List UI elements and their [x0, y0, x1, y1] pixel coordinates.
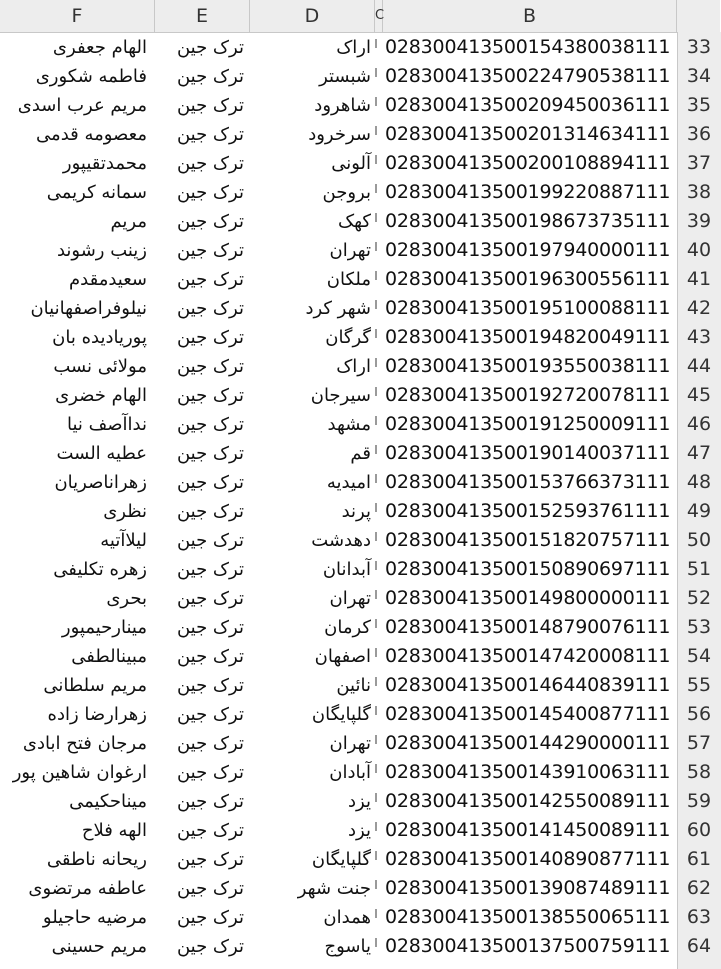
text-number-indicator	[375, 271, 377, 280]
cell-code[interactable]: 028300413500149800000111	[385, 587, 671, 609]
table-row	[0, 613, 720, 642]
row-number[interactable]: 60	[677, 816, 720, 845]
row-number[interactable]: 63	[677, 903, 720, 932]
cell-name[interactable]: پوریادیده بان	[52, 327, 147, 348]
text-number-indicator	[375, 880, 377, 889]
text-number-indicator	[375, 764, 377, 773]
row-number[interactable]: 42	[677, 294, 720, 323]
cell-code[interactable]: 028300413500144290000111	[385, 732, 671, 754]
table-row	[0, 207, 720, 236]
cell-code[interactable]: 028300413500197940000111	[385, 239, 671, 261]
row-number[interactable]: 62	[677, 874, 720, 903]
cell-code[interactable]: 028300413500142550089111	[385, 790, 671, 812]
row-number[interactable]: 38	[677, 178, 720, 207]
text-number-indicator	[375, 793, 377, 802]
cell-city[interactable]: شهر کرد	[305, 298, 371, 319]
cell-product[interactable]: ترک جین	[176, 588, 244, 609]
row-number[interactable]: 54	[677, 642, 720, 671]
text-number-indicator	[375, 590, 377, 599]
text-number-indicator	[375, 909, 377, 918]
cell-code[interactable]: 028300413500193550038111	[385, 355, 671, 377]
cell-code[interactable]: 028300413500201314634111	[385, 123, 671, 145]
table-row	[0, 700, 720, 729]
cell-code[interactable]: 028300413500141450089111	[385, 819, 671, 841]
cell-city[interactable]: گلپایگان	[311, 849, 371, 870]
cell-product[interactable]: ترک جین	[176, 356, 244, 377]
cell-code[interactable]: 028300413500140890877111	[385, 848, 671, 870]
select-all-corner[interactable]	[677, 0, 720, 32]
table-row	[0, 120, 720, 149]
cell-name[interactable]: مولائی نسب	[53, 356, 147, 377]
cell-city[interactable]: دهدشت	[311, 530, 371, 551]
table-row	[0, 468, 720, 497]
row-number[interactable]: 53	[677, 613, 720, 642]
cell-product[interactable]: ترک جین	[176, 617, 244, 638]
cell-product[interactable]: ترک جین	[176, 762, 244, 783]
cell-product[interactable]: ترک جین	[176, 95, 244, 116]
cell-product[interactable]: ترک جین	[176, 907, 244, 928]
table-row	[0, 62, 720, 91]
cell-code[interactable]: 028300413500137500759111	[385, 935, 671, 957]
cell-city[interactable]: اراک	[336, 37, 371, 58]
cell-product[interactable]: ترک جین	[176, 733, 244, 754]
row-number[interactable]: 36	[677, 120, 720, 149]
row-number[interactable]: 48	[677, 468, 720, 497]
column-header-d[interactable]: D	[250, 0, 375, 32]
row-number[interactable]: 58	[677, 758, 720, 787]
cell-code[interactable]: 028300413500143910063111	[385, 761, 671, 783]
cell-city[interactable]: اراک	[336, 356, 371, 377]
cell-product[interactable]: ترک جین	[176, 298, 244, 319]
text-number-indicator	[375, 851, 377, 860]
cell-name[interactable]: مرجان فتح ابادی	[22, 733, 147, 754]
cell-name[interactable]: مریم سلطانی	[43, 675, 147, 696]
cell-name[interactable]: نیلوفراصفهانیان	[30, 298, 147, 319]
cell-name[interactable]: زهره تکلیفی	[53, 559, 147, 580]
cell-city[interactable]: تهران	[329, 733, 371, 754]
cell-code[interactable]: 028300413500139087489111	[385, 877, 671, 899]
text-number-indicator	[375, 822, 377, 831]
cell-name[interactable]: زهرارضا زاده	[47, 704, 147, 725]
table-row	[0, 265, 720, 294]
table-row	[0, 642, 720, 671]
cell-city[interactable]: همدان	[323, 907, 371, 928]
cell-product[interactable]: ترک جین	[176, 153, 244, 174]
table-row	[0, 236, 720, 265]
cell-product[interactable]: ترک جین	[176, 327, 244, 348]
table-row	[0, 352, 720, 381]
cell-code[interactable]: 028300413500145400877111	[385, 703, 671, 725]
text-number-indicator	[375, 735, 377, 744]
cell-product[interactable]: ترک جین	[176, 878, 244, 899]
cell-city[interactable]: شاهرود	[314, 95, 371, 116]
row-number[interactable]: 47	[677, 439, 720, 468]
cell-city[interactable]: قم	[350, 443, 371, 464]
cell-city[interactable]: بروجن	[322, 182, 371, 203]
row-number[interactable]: 34	[677, 62, 720, 91]
column-header-bar	[0, 0, 720, 33]
cell-name[interactable]: عاطفه مرتضوی	[28, 878, 147, 899]
table-row	[0, 816, 720, 845]
cell-name[interactable]: بحری	[106, 588, 147, 609]
cell-name[interactable]: مریم حسینی	[51, 936, 147, 957]
cell-product[interactable]: ترک جین	[176, 66, 244, 87]
text-number-indicator	[375, 155, 377, 164]
row-number[interactable]: 35	[677, 91, 720, 120]
cell-product[interactable]: ترک جین	[176, 124, 244, 145]
cell-name[interactable]: نداآصف نیا	[66, 414, 147, 435]
cell-product[interactable]: ترک جین	[176, 936, 244, 957]
cell-name[interactable]: مینارحیمپور	[61, 617, 147, 638]
cell-city[interactable]: سیرجان	[310, 385, 371, 406]
cell-city[interactable]: یزد	[348, 791, 371, 812]
cell-code[interactable]: 028300413500194820049111	[385, 326, 671, 348]
cell-code[interactable]: 028300413500138550065111	[385, 906, 671, 928]
cell-name[interactable]: سعیدمقدم	[69, 269, 147, 290]
cell-product[interactable]: ترک جین	[176, 849, 244, 870]
cell-code[interactable]: 028300413500190140037111	[385, 442, 671, 464]
cell-city[interactable]: سرخرود	[308, 124, 371, 145]
cell-name[interactable]: مریم عرب اسدی	[17, 95, 147, 116]
cell-code[interactable]: 028300413500192720078111	[385, 384, 671, 406]
cell-city[interactable]: کرمان	[324, 617, 371, 638]
row-number[interactable]: 46	[677, 410, 720, 439]
text-number-indicator	[375, 474, 377, 483]
cell-code[interactable]: 028300413500199220887111	[385, 181, 671, 203]
cell-product[interactable]: ترک جین	[176, 472, 244, 493]
table-row	[0, 91, 720, 120]
cell-city[interactable]: آبدانان	[322, 559, 371, 580]
cell-code[interactable]: 028300413500151820757111	[385, 529, 671, 551]
cell-product[interactable]: ترک جین	[176, 443, 244, 464]
cell-city[interactable]: گلپایگان	[311, 704, 371, 725]
cell-city[interactable]: پرند	[341, 501, 371, 522]
column-header-f[interactable]: F	[0, 0, 155, 32]
text-number-indicator	[375, 68, 377, 77]
row-number[interactable]: 59	[677, 787, 720, 816]
cell-product[interactable]: ترک جین	[176, 414, 244, 435]
text-number-indicator	[375, 126, 377, 135]
row-number[interactable]: 40	[677, 236, 720, 265]
row-number[interactable]: 57	[677, 729, 720, 758]
table-row	[0, 903, 720, 932]
cell-name[interactable]: میناحکیمی	[69, 791, 147, 812]
cell-code[interactable]: 028300413500195100088111	[385, 297, 671, 319]
cell-city[interactable]: یزد	[348, 820, 371, 841]
table-row	[0, 381, 720, 410]
cell-city[interactable]: ملکان	[326, 269, 371, 290]
cell-city[interactable]: شبستر	[319, 66, 371, 87]
row-number[interactable]: 44	[677, 352, 720, 381]
text-number-indicator	[375, 329, 377, 338]
row-number[interactable]: 45	[677, 381, 720, 410]
cell-name[interactable]: زهراناصریان	[54, 472, 147, 493]
text-number-indicator	[375, 938, 377, 947]
cell-city[interactable]: مشهد	[327, 414, 371, 435]
text-number-indicator	[375, 648, 377, 657]
cell-code[interactable]: 028300413500150890697111	[385, 558, 671, 580]
text-number-indicator	[375, 387, 377, 396]
cell-name[interactable]: عطیه الست	[56, 443, 147, 464]
row-number[interactable]: 39	[677, 207, 720, 236]
table-row	[0, 584, 720, 613]
row-number[interactable]: 55	[677, 671, 720, 700]
text-number-indicator	[375, 561, 377, 570]
text-number-indicator	[375, 677, 377, 686]
row-number[interactable]: 64	[677, 932, 720, 961]
cell-city[interactable]: آبادان	[329, 762, 371, 783]
cell-code[interactable]: 028300413500196300556111	[385, 268, 671, 290]
table-row	[0, 439, 720, 468]
table-row	[0, 874, 720, 903]
table-row	[0, 526, 720, 555]
cell-code[interactable]: 028300413500153766373111	[385, 471, 671, 493]
table-row	[0, 323, 720, 352]
cell-product[interactable]: ترک جین	[176, 791, 244, 812]
text-number-indicator	[375, 97, 377, 106]
table-row	[0, 729, 720, 758]
cell-code[interactable]: 028300413500191250009111	[385, 413, 671, 435]
cell-product[interactable]: ترک جین	[176, 385, 244, 406]
cell-product[interactable]: ترک جین	[176, 501, 244, 522]
cell-product[interactable]: ترک جین	[176, 211, 244, 232]
text-number-indicator	[375, 445, 377, 454]
cell-name[interactable]: الهام خضری	[55, 385, 147, 406]
cell-code[interactable]: 028300413500146440839111	[385, 674, 671, 696]
cell-product[interactable]: ترک جین	[176, 559, 244, 580]
cell-code[interactable]: 028300413500198673735111	[385, 210, 671, 232]
cell-product[interactable]: ترک جین	[176, 240, 244, 261]
cell-name[interactable]: نظری	[103, 501, 147, 522]
cell-code[interactable]: 028300413500224790538111	[385, 65, 671, 87]
table-row	[0, 787, 720, 816]
row-number[interactable]: 43	[677, 323, 720, 352]
table-row	[0, 149, 720, 178]
cell-city[interactable]: آلونی	[331, 153, 371, 174]
cell-product[interactable]: ترک جین	[176, 646, 244, 667]
cell-product[interactable]: ترک جین	[176, 530, 244, 551]
cell-name[interactable]: سمانه کریمی	[46, 182, 147, 203]
row-number[interactable]: 51	[677, 555, 720, 584]
text-number-indicator	[375, 416, 377, 425]
row-number[interactable]: 33	[677, 33, 720, 62]
text-number-indicator	[375, 503, 377, 512]
cell-city[interactable]: تهران	[329, 588, 371, 609]
cell-code[interactable]: 028300413500209450036111	[385, 94, 671, 116]
cell-name[interactable]: ریحانه ناطقی	[46, 849, 147, 870]
cell-name[interactable]: ارغوان شاهین پور	[12, 762, 147, 783]
table-row	[0, 497, 720, 526]
cell-name[interactable]: الهه فلاح	[81, 820, 147, 841]
text-number-indicator	[375, 619, 377, 628]
row-number[interactable]: 37	[677, 149, 720, 178]
cell-name[interactable]: زینب رشوند	[56, 240, 147, 261]
cell-name[interactable]: الهام جعفری	[52, 37, 147, 58]
text-number-indicator	[375, 242, 377, 251]
table-row	[0, 932, 720, 961]
table-row	[0, 178, 720, 207]
row-number[interactable]: 56	[677, 700, 720, 729]
cell-name[interactable]: مبینالطفی	[71, 646, 147, 667]
table-row	[0, 671, 720, 700]
row-number[interactable]: 61	[677, 845, 720, 874]
cell-code[interactable]: 028300413500152593761111	[385, 500, 671, 522]
cell-product[interactable]: ترک جین	[176, 675, 244, 696]
column-header-e[interactable]: E	[155, 0, 250, 32]
table-row	[0, 33, 720, 62]
table-row	[0, 845, 720, 874]
cell-product[interactable]: ترک جین	[176, 182, 244, 203]
cell-code[interactable]: 028300413500154380038111	[385, 36, 671, 58]
text-number-indicator	[375, 706, 377, 715]
cell-city[interactable]: جنت شهر	[297, 878, 371, 899]
cell-city[interactable]: یاسوج	[324, 936, 371, 957]
cell-city[interactable]: گرگان	[325, 327, 371, 348]
cell-name[interactable]: فاطمه شکوری	[35, 66, 147, 87]
cell-code[interactable]: 028300413500147420008111	[385, 645, 671, 667]
cell-name[interactable]: مریم	[110, 211, 147, 232]
row-number[interactable]: 41	[677, 265, 720, 294]
cell-code[interactable]: 028300413500200108894111	[385, 152, 671, 174]
cell-city[interactable]: کهک	[338, 211, 371, 232]
text-number-indicator	[375, 300, 377, 309]
table-row	[0, 758, 720, 787]
text-number-indicator	[375, 184, 377, 193]
cell-name[interactable]: مرضیه حاجیلو	[42, 907, 147, 928]
cell-product[interactable]: ترک جین	[176, 704, 244, 725]
cell-product[interactable]: ترک جین	[176, 37, 244, 58]
text-number-indicator	[375, 39, 377, 48]
cell-name[interactable]: محمدتقیپور	[62, 153, 147, 174]
column-header-c[interactable]: C	[375, 0, 383, 32]
cell-product[interactable]: ترک جین	[176, 820, 244, 841]
cell-city[interactable]: امیدیه	[326, 472, 371, 493]
text-number-indicator	[375, 358, 377, 367]
cell-name[interactable]: معصومه قدمی	[36, 124, 147, 145]
text-number-indicator	[375, 532, 377, 541]
table-row	[0, 410, 720, 439]
row-number[interactable]: 52	[677, 584, 720, 613]
table-row	[0, 555, 720, 584]
cell-code[interactable]: 028300413500148790076111	[385, 616, 671, 638]
column-header-b[interactable]: B	[383, 0, 677, 32]
cell-city[interactable]: تهران	[329, 240, 371, 261]
row-number[interactable]: 49	[677, 497, 720, 526]
table-row	[0, 294, 720, 323]
text-number-indicator	[375, 213, 377, 222]
cell-city[interactable]: نائین	[336, 675, 371, 696]
cell-city[interactable]: اصفهان	[314, 646, 371, 667]
cell-product[interactable]: ترک جین	[176, 269, 244, 290]
row-number[interactable]: 50	[677, 526, 720, 555]
cell-name[interactable]: لیلاآتیه	[100, 530, 147, 551]
